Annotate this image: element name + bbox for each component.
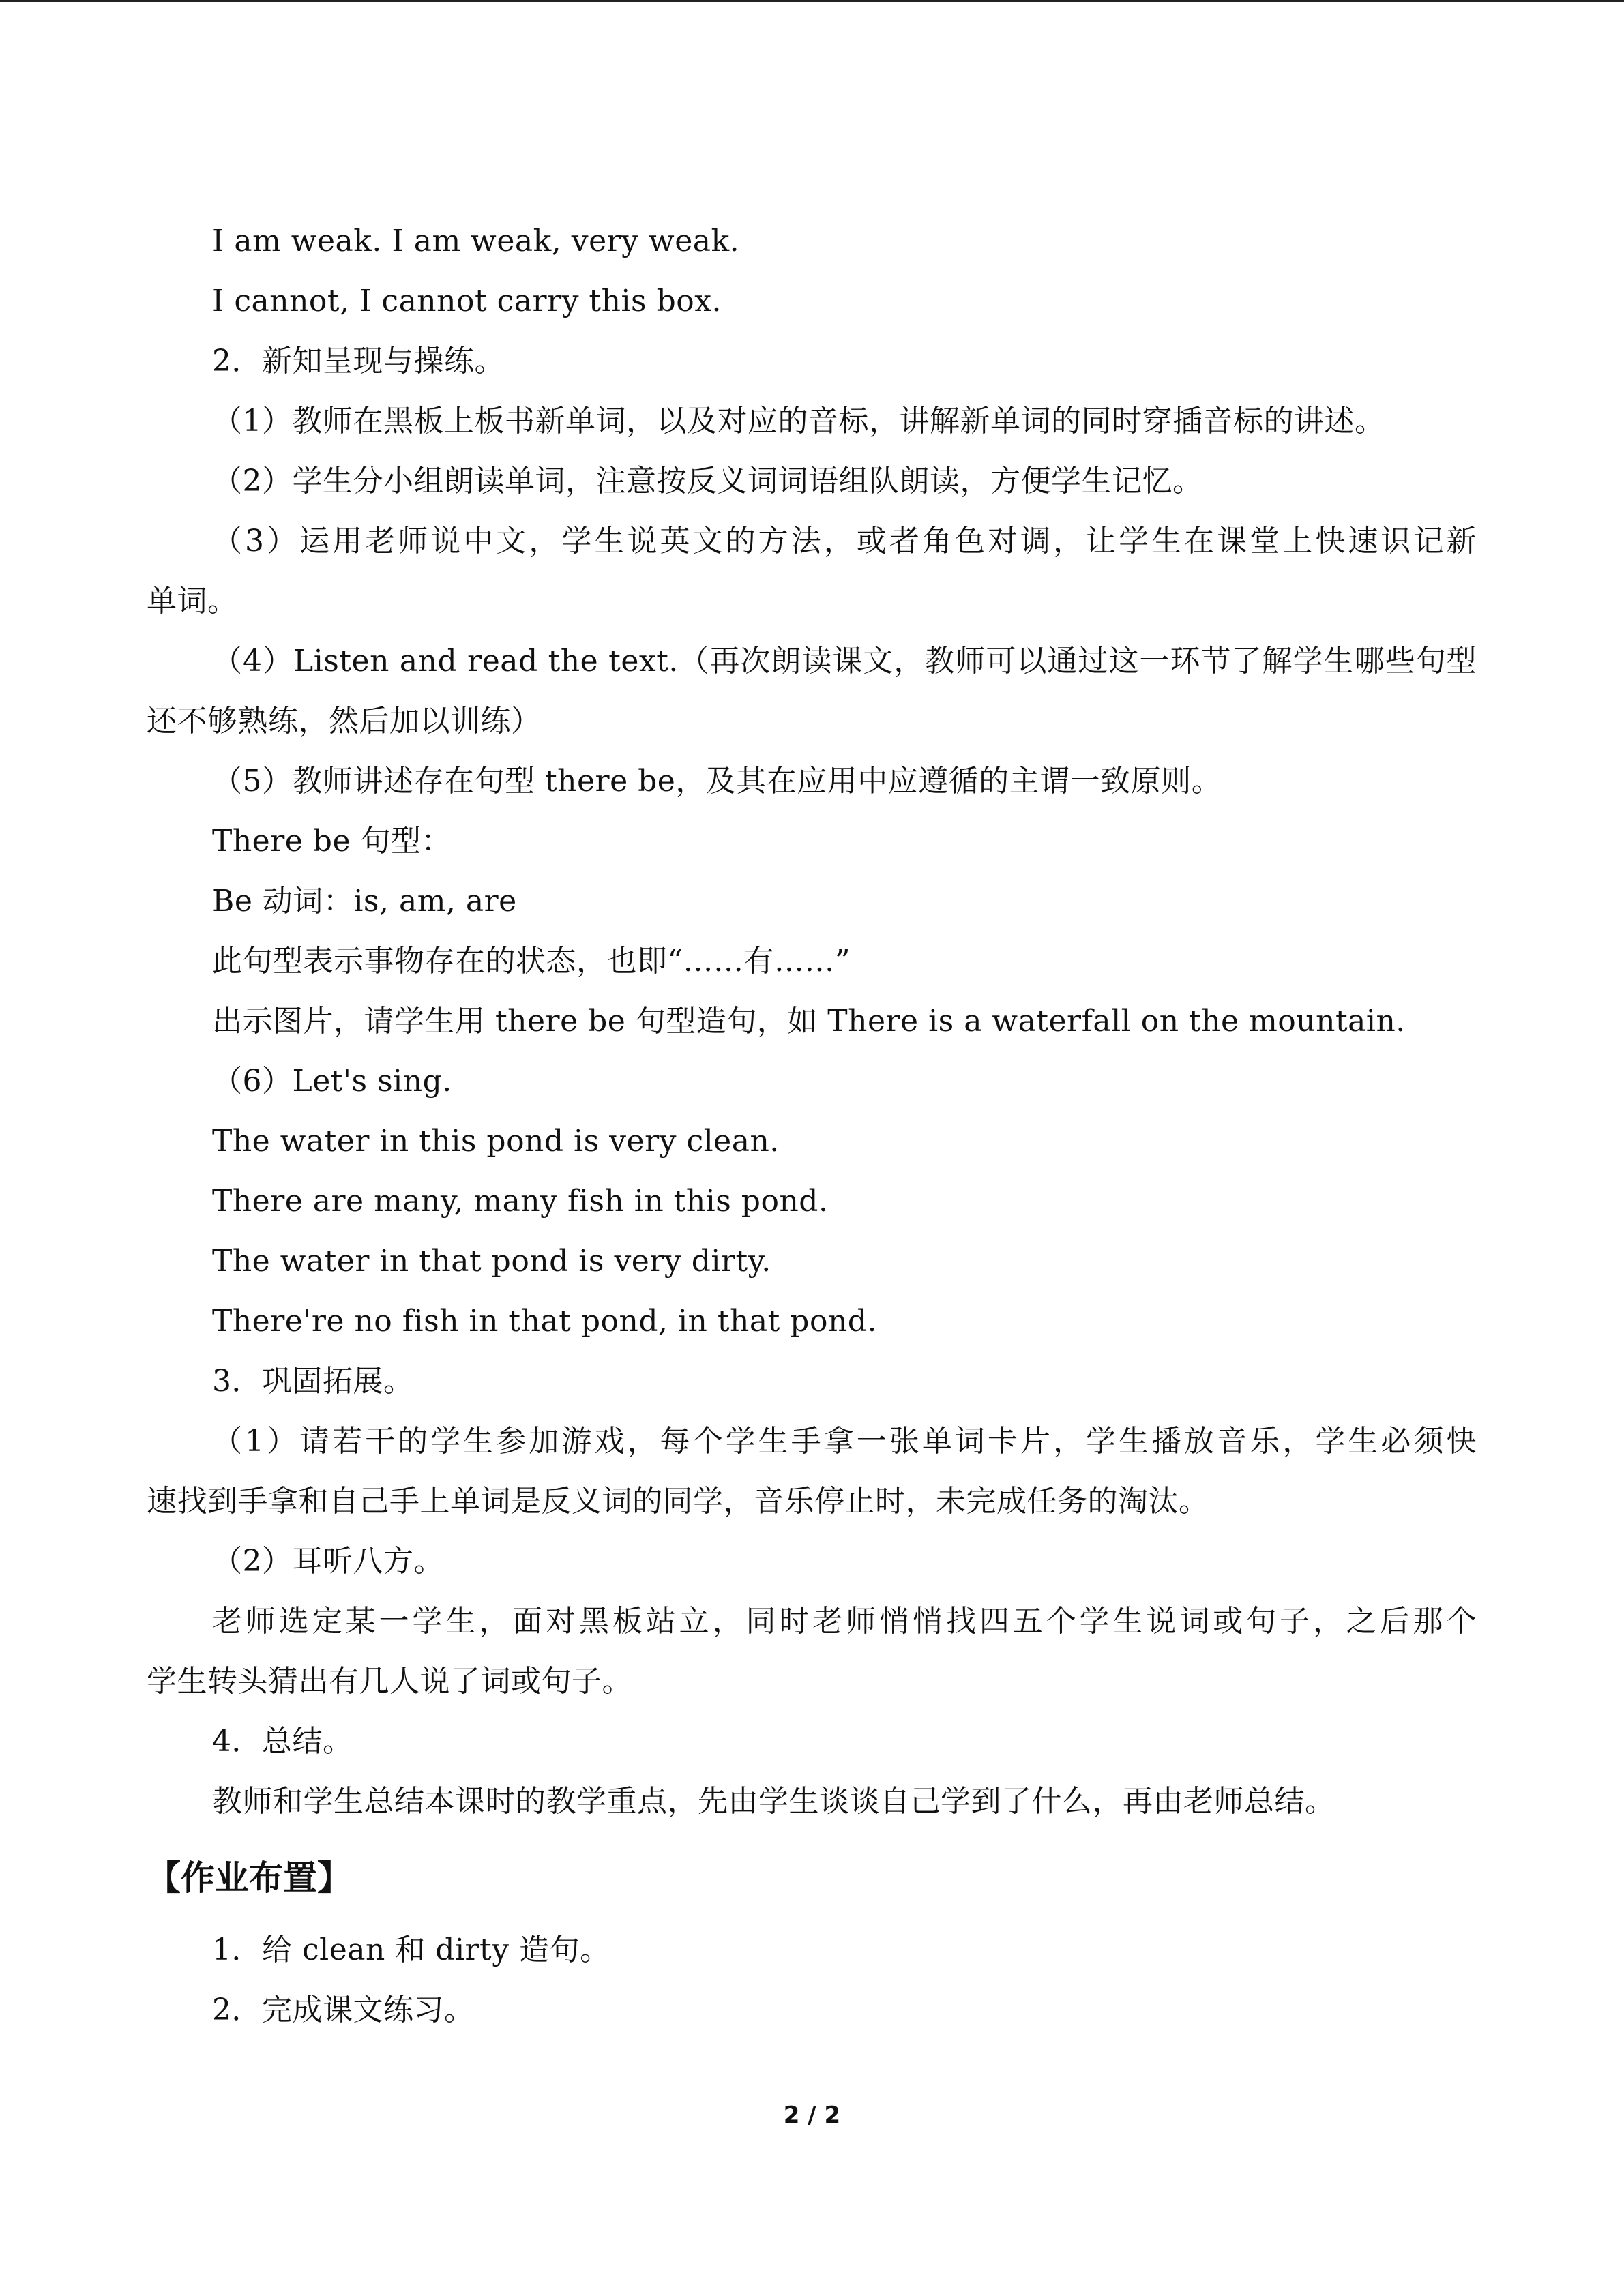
section-heading-consolidation: 3．巩固拓展。 (212, 1364, 414, 1399)
paragraph-listening-line-2: 学生转头猜出有几人说了词或句子。 (147, 1664, 632, 1699)
homework-item-2: 2．完成课文练习。 (212, 1993, 475, 2027)
paragraph-game-line-2: 速找到手拿和自己手上单词是反义词的同学，音乐停止时，未完成任务的淘汰。 (147, 1484, 1209, 1519)
song-line-many-fish: There are many, many fish in this pond. (212, 1184, 829, 1219)
there-be-pattern-label: There be 句型： (212, 824, 452, 859)
song-line-no-fish: There're no fish in that pond, in that pond. (212, 1304, 877, 1339)
paragraph-step-6: （6）Let's sing. (212, 1064, 452, 1099)
paragraph-listening-line-1: 老师选定某一学生，面对黑板站立，同时老师悄悄找四五个学生说词或句子，之后那个 (212, 1604, 1477, 1639)
song-line-weak: I am weak. I am weak, very weak. (212, 224, 740, 258)
section-heading-new-knowledge: 2．新知呈现与操练。 (212, 344, 505, 378)
top-border-line (0, 0, 1624, 2)
document-body (147, 211, 1477, 2040)
paragraph-game-line-1: （1）请若干的学生参加游戏，每个学生手拿一张单词卡片，学生播放音乐，学生必须快 (212, 1424, 1477, 1459)
pattern-example: 出示图片，请学生用 there be 句型造句，如 There is a waterfall on the mountain. (212, 1004, 1406, 1039)
paragraph-step-5: （5）教师讲述存在句型 there be，及其在应用中应遵循的主谓一致原则。 (212, 764, 1222, 799)
homework-heading: 【作业布置】 (147, 1858, 351, 1898)
be-verb-forms: Be 动词：is, am, are (212, 884, 517, 919)
paragraph-step-4-line-2: 还不够熟练，然后加以训练） (147, 704, 542, 739)
section-heading-summary: 4．总结。 (212, 1724, 353, 1759)
paragraph-step-3-line-2: 单词。 (147, 584, 238, 618)
paragraph-step-3-line-1: （3）运用老师说中文，学生说英文的方法，或者角色对调，让学生在课堂上快速识记新 (212, 524, 1477, 558)
paragraph-summary: 教师和学生总结本课时的教学重点，先由学生谈谈自己学到了什么，再由老师总结。 (212, 1784, 1335, 1819)
paragraph-step-1: （1）教师在黑板上板书新单词，以及对应的音标，讲解新单词的同时穿插音标的讲述。 (212, 404, 1385, 438)
page-number: 2 / 2 (783, 2102, 841, 2129)
song-line-box: I cannot, I cannot carry this box. (212, 284, 722, 318)
song-line-clean: The water in this pond is very clean. (212, 1124, 780, 1159)
homework-item-1: 1．给 clean 和 dirty 造句。 (212, 1933, 610, 1967)
paragraph-listening-game: （2）耳听八方。 (212, 1544, 444, 1579)
pattern-meaning: 此句型表示事物存在的状态，也即“……有……” (212, 944, 851, 979)
paragraph-step-4-line-1: （4）Listen and read the text.（再次朗读课文，教师可以通过这一环节了解学生哪些句型 (212, 644, 1477, 679)
paragraph-step-2: （2）学生分小组朗读单词，注意按反义词词语组队朗读，方便学生记忆。 (212, 464, 1203, 498)
song-line-dirty: The water in that pond is very dirty. (212, 1244, 771, 1279)
